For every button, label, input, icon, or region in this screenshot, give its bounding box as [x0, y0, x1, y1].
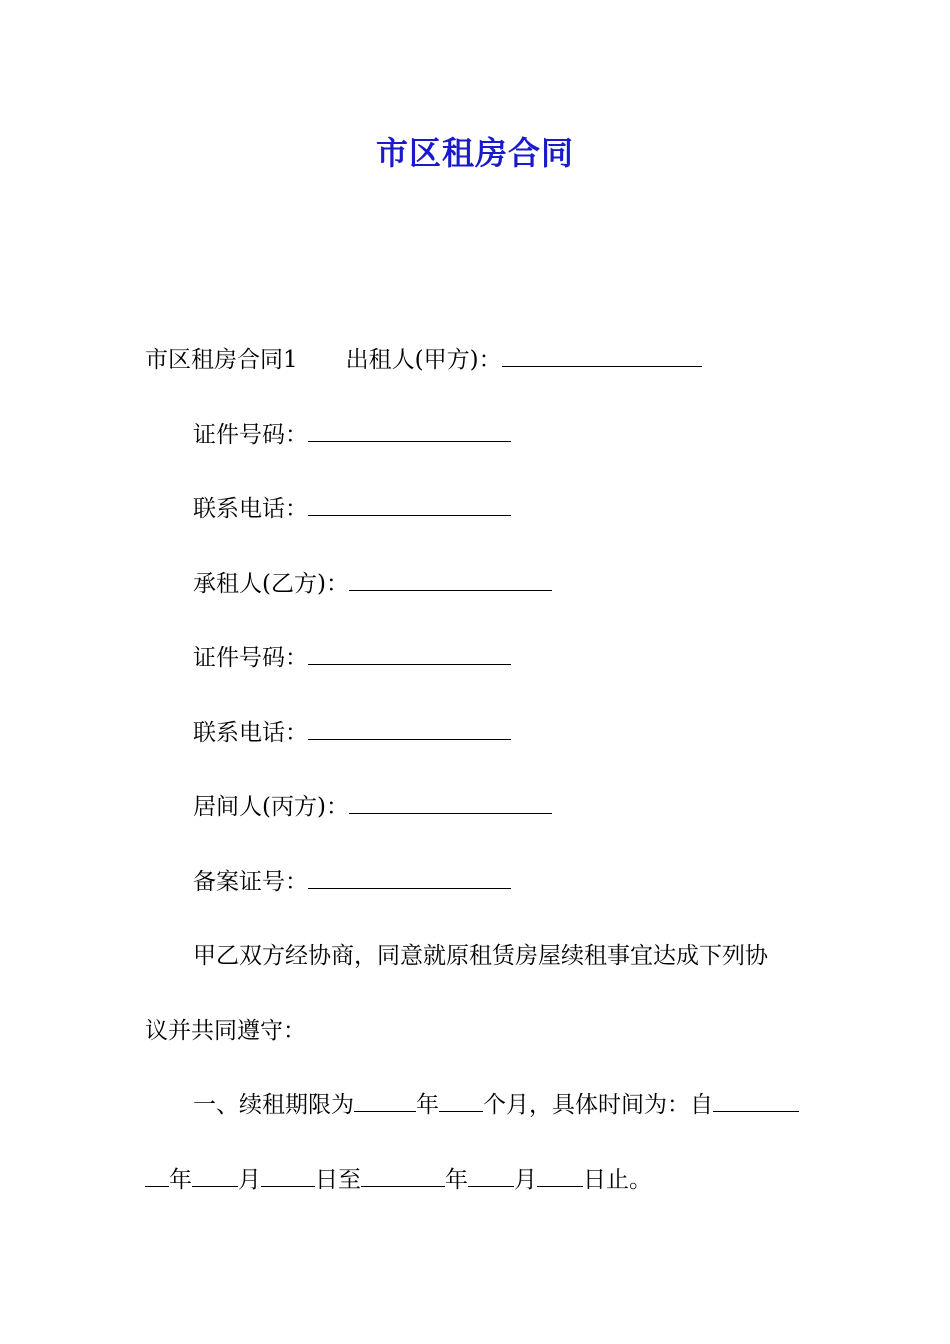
line-lessor — [145, 343, 815, 377]
lessee-id-blank[interactable] — [308, 642, 511, 665]
lessor-id-label: 证件号码： — [193, 422, 308, 448]
line-lessor-phone — [145, 492, 863, 526]
lessor-blank[interactable] — [502, 344, 702, 367]
line-lessor-id — [145, 418, 863, 452]
filing-number-blank[interactable] — [308, 866, 511, 889]
end-month-label: 月 — [514, 1167, 537, 1193]
agent-label: 居间人(丙方)： — [193, 794, 349, 820]
until-label: 日至 — [315, 1167, 361, 1193]
end-year-label: 年 — [445, 1167, 468, 1193]
end-month-blank[interactable] — [468, 1164, 514, 1187]
lessor-phone-blank[interactable] — [308, 493, 511, 516]
start-year-blank-part2[interactable] — [145, 1164, 169, 1187]
start-year-blank-part1[interactable] — [713, 1089, 799, 1112]
clause-1-text: 一、续租期限为 — [193, 1092, 354, 1118]
clause-1-line-2 — [145, 1163, 815, 1197]
paragraph-intro-line-2: 议并共同遵守： — [145, 1018, 306, 1044]
lessor-id-blank[interactable] — [308, 419, 511, 442]
clause-1-line-1 — [145, 1088, 863, 1122]
document-title: 市区租房合同 — [375, 134, 574, 172]
filing-number-label: 备案证号： — [193, 869, 308, 895]
end-year-blank[interactable] — [361, 1164, 445, 1187]
line-agent — [145, 790, 863, 824]
start-year-label: 年 — [169, 1167, 192, 1193]
start-month-label: 月 — [238, 1167, 261, 1193]
start-month-blank[interactable] — [192, 1164, 238, 1187]
lessee-id-label: 证件号码： — [193, 645, 308, 671]
lessee-phone-label: 联系电话： — [193, 720, 308, 746]
agent-blank[interactable] — [349, 791, 552, 814]
lessee-blank[interactable] — [349, 568, 552, 591]
line-filing-number — [145, 865, 863, 899]
start-day-blank[interactable] — [261, 1164, 315, 1187]
lessee-label: 承租人(乙方)： — [193, 571, 349, 597]
end-day-blank[interactable] — [537, 1164, 583, 1187]
end-day-label: 日止。 — [583, 1167, 652, 1193]
term-years-blank[interactable] — [354, 1089, 416, 1112]
year-label: 年 — [416, 1092, 439, 1118]
term-months-blank[interactable] — [439, 1089, 483, 1112]
paragraph-intro-line-1: 甲乙双方经协商，同意就原租赁房屋续租事宜达成下列协 — [193, 943, 768, 969]
clause-1-time-text: 个月，具体时间为：自 — [483, 1092, 713, 1118]
line-lessee-phone — [145, 716, 863, 750]
line-lessee-id — [145, 641, 863, 675]
line-lessee — [145, 567, 863, 601]
lessee-phone-blank[interactable] — [308, 717, 511, 740]
lessor-label: 出租人(甲方)： — [345, 347, 502, 373]
contract-heading: 市区租房合同1 — [145, 347, 298, 373]
lessor-phone-label: 联系电话： — [193, 496, 308, 522]
